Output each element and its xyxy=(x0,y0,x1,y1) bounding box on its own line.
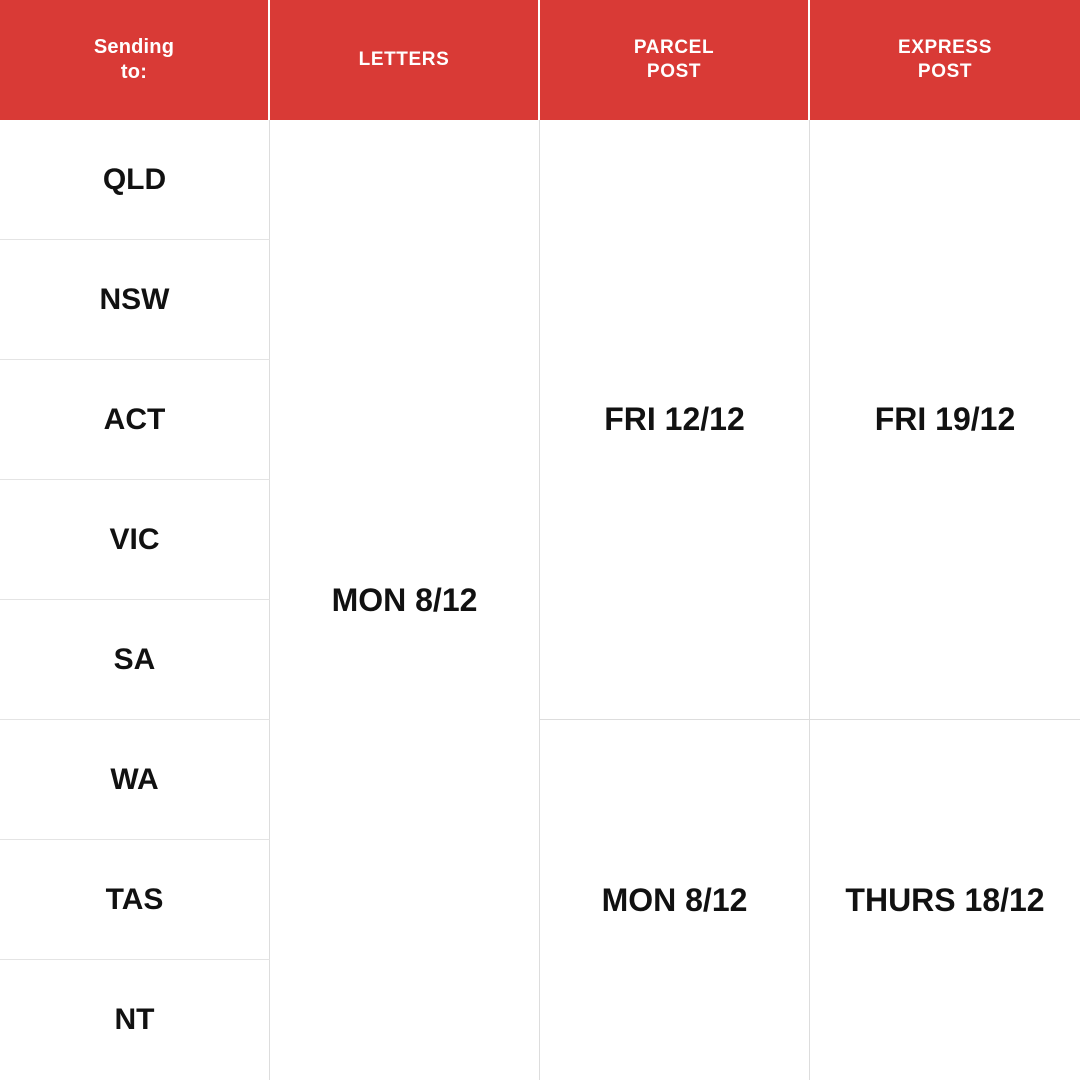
express-post-cutoff-cell-group1 xyxy=(810,120,1080,720)
parcel-post-cutoff-cell-group2 xyxy=(540,720,810,1080)
state-label: VIC xyxy=(109,522,160,556)
header-sending-to-line1: Sending xyxy=(93,36,175,58)
header-letters-label: LETTERS xyxy=(358,49,450,71)
letters-cutoff-date: MON 8/12 xyxy=(331,581,478,618)
table-row xyxy=(0,240,270,360)
table-row xyxy=(0,480,270,600)
state-label: NSW xyxy=(99,282,170,316)
letters-cutoff-cell xyxy=(270,120,540,1080)
express-post-cutoff-cell-group2 xyxy=(810,720,1080,1080)
header-letters xyxy=(270,0,540,120)
table-row xyxy=(0,120,270,240)
header-sending-to-line2: to: xyxy=(120,61,148,83)
table-row xyxy=(0,840,270,960)
state-label: NT xyxy=(114,1003,155,1036)
express-post-cutoff-date-group1: FRI 19/12 xyxy=(874,401,1016,437)
header-parcel-post xyxy=(540,0,810,120)
header-express-post xyxy=(810,0,1080,120)
table-row xyxy=(0,360,270,480)
state-label: WA xyxy=(110,762,159,796)
state-label: QLD xyxy=(102,162,167,196)
state-label: TAS xyxy=(105,882,164,916)
table-row xyxy=(0,720,270,840)
state-label: SA xyxy=(113,642,156,676)
header-sending-to xyxy=(0,0,270,120)
header-parcel-post-line2: POST xyxy=(646,61,702,82)
header-express-post-line2: POST xyxy=(917,61,973,82)
table-row xyxy=(0,960,270,1080)
parcel-post-cutoff-cell-group1 xyxy=(540,120,810,720)
express-post-cutoff-date-group2: THURS 18/12 xyxy=(845,881,1045,918)
parcel-post-cutoff-date-group2: MON 8/12 xyxy=(601,881,748,918)
header-parcel-post-line1: PARCEL xyxy=(633,37,715,59)
parcel-post-cutoff-date-group1: FRI 12/12 xyxy=(604,401,745,437)
state-label: ACT xyxy=(103,402,166,436)
header-express-post-line1: EXPRESS xyxy=(898,37,992,59)
table-row xyxy=(0,600,270,720)
